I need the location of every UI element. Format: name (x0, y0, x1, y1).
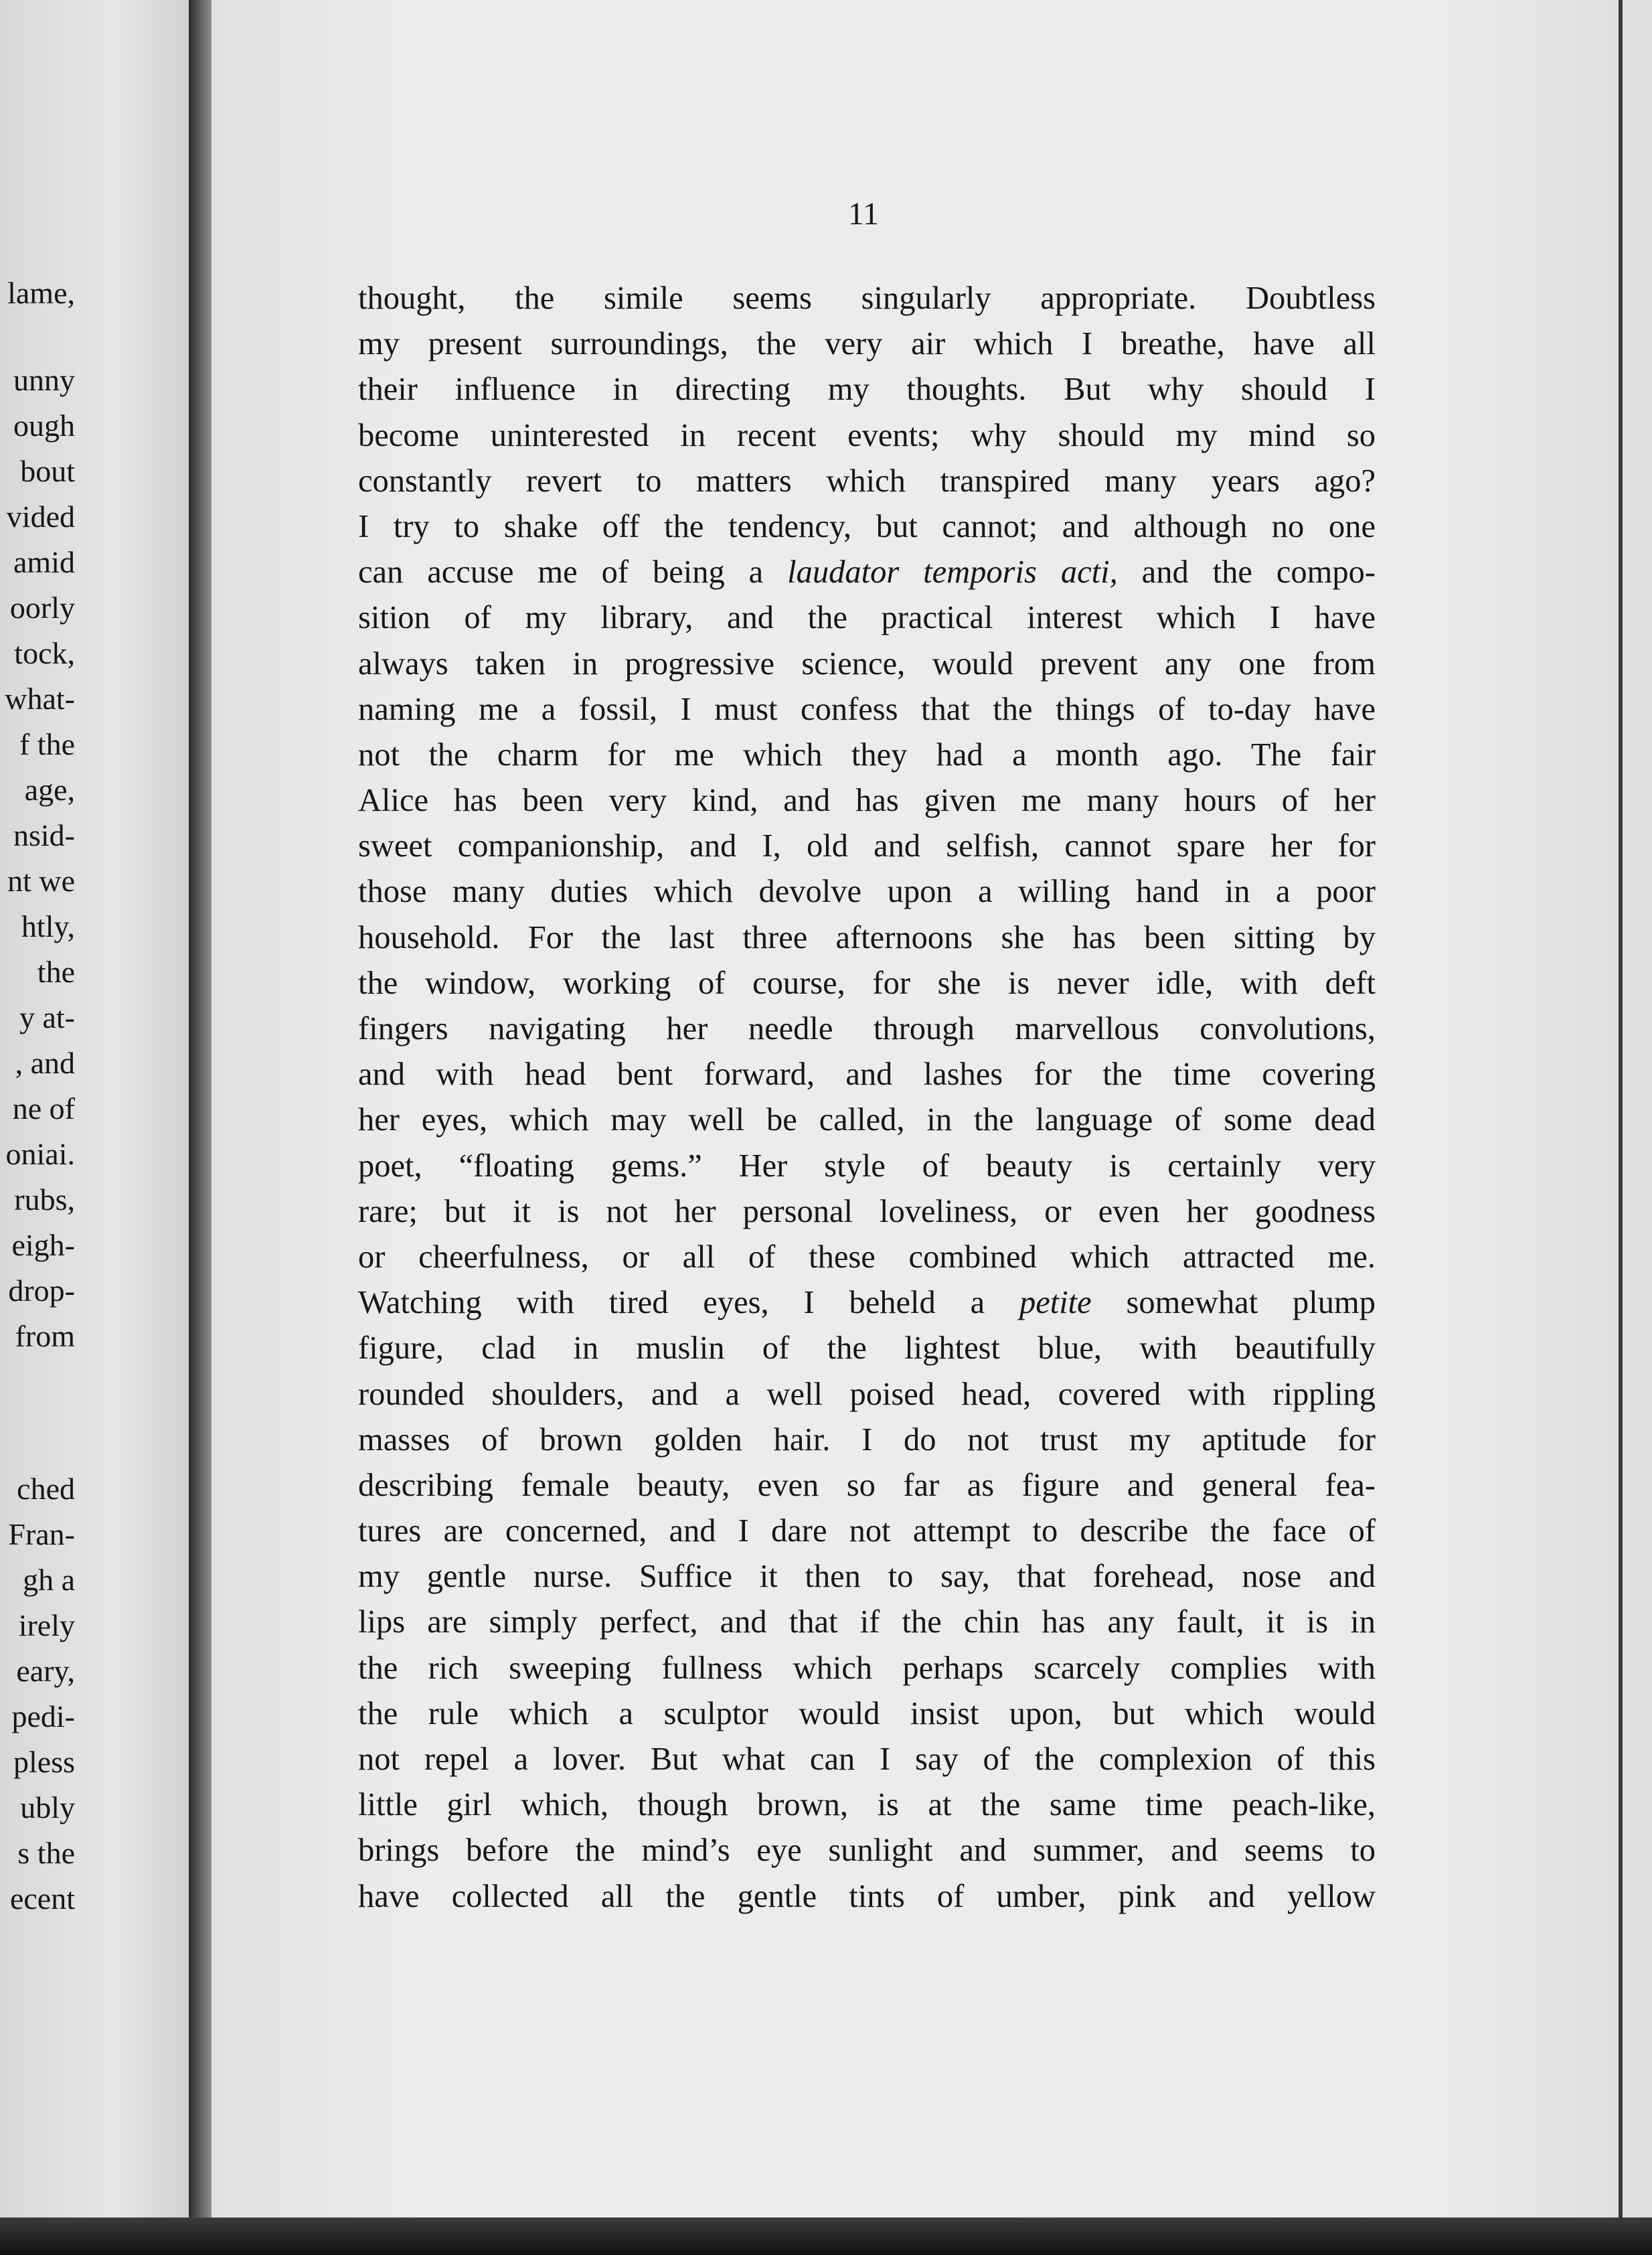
scan-border (0, 2218, 1652, 2255)
facing-page-fragment: the (37, 955, 75, 989)
facing-page-fragment-top (7, 270, 75, 316)
facing-page-fragment: amid (13, 545, 75, 579)
book-gutter (189, 0, 212, 2255)
text-segment: brings before the mind’s eye sunlight and summer, and seems to (358, 1833, 1376, 1869)
facing-page-fragment: gh a (23, 1563, 75, 1597)
text-segment: the rich sweeping fullness which perhaps scarcely complies with (358, 1650, 1376, 1686)
text-segment: those many duties which devolve upon a willing hand in a poor (358, 874, 1376, 910)
text-segment: constantly revert to matters which transpired many years ago? (358, 463, 1376, 499)
text-line (358, 1280, 1376, 1326)
facing-page-fragment: vided (6, 499, 75, 534)
text-line (358, 1372, 1376, 1417)
facing-page-fragment: irely (18, 1608, 75, 1642)
facing-page-fragment: unny (13, 363, 75, 397)
text-line (358, 1554, 1376, 1600)
text-segment: her eyes, which may well be called, in the language of some dead (358, 1102, 1376, 1138)
text-segment: Watching with tired eyes, I beheld a (358, 1285, 1019, 1321)
text-line (358, 276, 1376, 321)
facing-page-fragment: Fran- (8, 1517, 75, 1551)
text-line (358, 687, 1376, 732)
text-line (358, 595, 1376, 641)
text-line (358, 1463, 1376, 1508)
facing-page-fragment: bout (20, 454, 75, 488)
text-segment: sweet companionship, and I, old and selfish, cannot spare her for (358, 828, 1376, 864)
text-line (358, 1052, 1376, 1097)
text-segment: can accuse me of being a (358, 554, 788, 591)
facing-page-fragment-bottom (8, 1466, 75, 1922)
text-line (358, 1144, 1376, 1189)
facing-page-fragment: ched (17, 1472, 75, 1506)
text-line (358, 1417, 1376, 1463)
text-line (358, 1600, 1376, 1645)
facing-page-fragment: , and (15, 1046, 75, 1080)
facing-page-fragment: y at- (19, 1000, 75, 1034)
text-line (358, 367, 1376, 412)
text-segment: Alice has been very kind, and has given me many hours of her (358, 783, 1376, 819)
text-segment: little girl which, though brown, is at the same time peach-like, (358, 1787, 1376, 1823)
text-segment: and the compo- (1117, 554, 1376, 591)
facing-page-fragment: nt we (7, 864, 75, 898)
text-segment: always taken in progressive science, would prevent any one from (358, 645, 1376, 682)
text-line (358, 961, 1376, 1006)
text-line (358, 1235, 1376, 1280)
facing-page-fragment: htly, (21, 909, 75, 943)
text-segment: figure, clad in muslin of the lightest blue, with beautifully (358, 1330, 1376, 1367)
text-line (358, 504, 1376, 550)
italic-phrase: laudator temporis acti, (787, 554, 1118, 591)
text-segment: lips are simply perfect, and that if the chin has any fault, it is in (358, 1604, 1376, 1640)
facing-page-fragment: eigh- (11, 1228, 75, 1262)
text-segment: rare; but it is not her personal loveliness, or even her goodness (358, 1193, 1376, 1229)
text-line (358, 1097, 1376, 1143)
text-segment: household. For the last three afternoons she has been sitting by (358, 919, 1376, 955)
facing-page-fragment-middle (5, 358, 75, 1359)
text-segment: rounded shoulders, and a well poised head, covered with rippling (358, 1376, 1376, 1412)
text-segment: and with head bent forward, and lashes for the time covering (358, 1057, 1376, 1093)
text-line (358, 1326, 1376, 1371)
text-segment: become uninterested in recent events; why should my mind so (358, 417, 1376, 453)
italic-phrase: petite (1019, 1285, 1092, 1321)
text-line (358, 413, 1376, 459)
text-segment: naming me a fossil, I must confess that the things of to-day have (358, 691, 1376, 727)
facing-page-fragment: nsid- (13, 818, 75, 852)
text-segment: the window, working of course, for she is never idle, with deft (358, 965, 1376, 1001)
body-text (358, 276, 1376, 1920)
text-line (358, 550, 1376, 595)
text-line (358, 915, 1376, 961)
text-segment: have collected all the gentle tints of umber, pink and yellow (358, 1878, 1376, 1914)
text-line (358, 1874, 1376, 1920)
facing-page-fragment: drop- (8, 1273, 75, 1308)
facing-page-fragment: pless (13, 1745, 75, 1779)
text-line (358, 1782, 1376, 1828)
text-line (358, 1691, 1376, 1737)
facing-page-fragment: rubs, (14, 1182, 75, 1217)
text-line (358, 778, 1376, 824)
facing-page-fragment: ne of (12, 1091, 75, 1125)
text-segment: or cheerfulness, or all of these combined which attracted me. (358, 1239, 1376, 1275)
facing-page-fragment: tock, (14, 636, 75, 670)
text-segment: thought, the simile seems singularly appropriate. Doubtless (358, 281, 1376, 316)
text-line (358, 641, 1376, 687)
facing-page-fragment: age, (24, 773, 75, 807)
text-segment: fingers navigating her needle through marvellous convolutions, (358, 1011, 1376, 1046)
text-line (358, 321, 1376, 367)
facing-page-fragment: ecent (9, 1881, 75, 1916)
text-segment: the rule which a sculptor would insist upon, but which would (358, 1695, 1376, 1731)
facing-page-fragment: s the (17, 1836, 75, 1870)
facing-page-fragment: oorly (9, 591, 75, 625)
text-line (358, 1508, 1376, 1554)
text-segment: describing female beauty, even so far as figure and general fea- (358, 1467, 1376, 1503)
text-segment: I try to shake off the tendency, but cannot; and although no one (358, 508, 1376, 544)
facing-page-fragment: f the (19, 727, 75, 761)
text-line (358, 1189, 1376, 1235)
text-segment: poet, “floating gems.” Her style of beauty is certainly very (358, 1148, 1376, 1184)
text-line (358, 869, 1376, 915)
page-number: 11 (847, 196, 880, 232)
facing-page-fragment: oniai. (5, 1137, 75, 1171)
facing-page-fragment: from (15, 1319, 75, 1353)
facing-page-fragment: ubly (20, 1790, 75, 1824)
facing-page-fragment: lame, (7, 276, 75, 310)
text-segment: not repel a lover. But what can I say of the complexion of this (358, 1741, 1376, 1777)
text-segment: my gentle nurse. Suffice it then to say, that forehead, nose and (358, 1559, 1376, 1595)
text-segment: somewhat plump (1091, 1285, 1376, 1321)
facing-page-fragment: pedi- (11, 1699, 75, 1733)
text-line (358, 1828, 1376, 1873)
text-segment: their influence in directing my thoughts. But why should I (358, 372, 1376, 408)
text-segment: tures are concerned, and I dare not attempt to describe the face of (358, 1513, 1376, 1549)
facing-page-fragment: eary, (16, 1654, 75, 1688)
text-line (358, 459, 1376, 504)
text-segment: masses of brown golden hair. I do not trust my aptitude for (358, 1421, 1376, 1458)
text-line (358, 824, 1376, 869)
text-line (358, 732, 1376, 778)
text-segment: sition of my library, and the practical interest which I have (358, 600, 1376, 636)
text-line (358, 1006, 1376, 1052)
text-segment: my present surroundings, the very air which I breathe, have all (358, 326, 1376, 362)
text-segment: not the charm for me which they had a month ago. The fair (358, 736, 1376, 773)
facing-page-edge (0, 0, 189, 2255)
facing-page-fragment: what- (5, 682, 75, 716)
text-line (358, 1646, 1376, 1691)
text-line (358, 1737, 1376, 1782)
facing-page-fragment: ough (13, 408, 75, 443)
page-edge-line (1619, 0, 1623, 2255)
